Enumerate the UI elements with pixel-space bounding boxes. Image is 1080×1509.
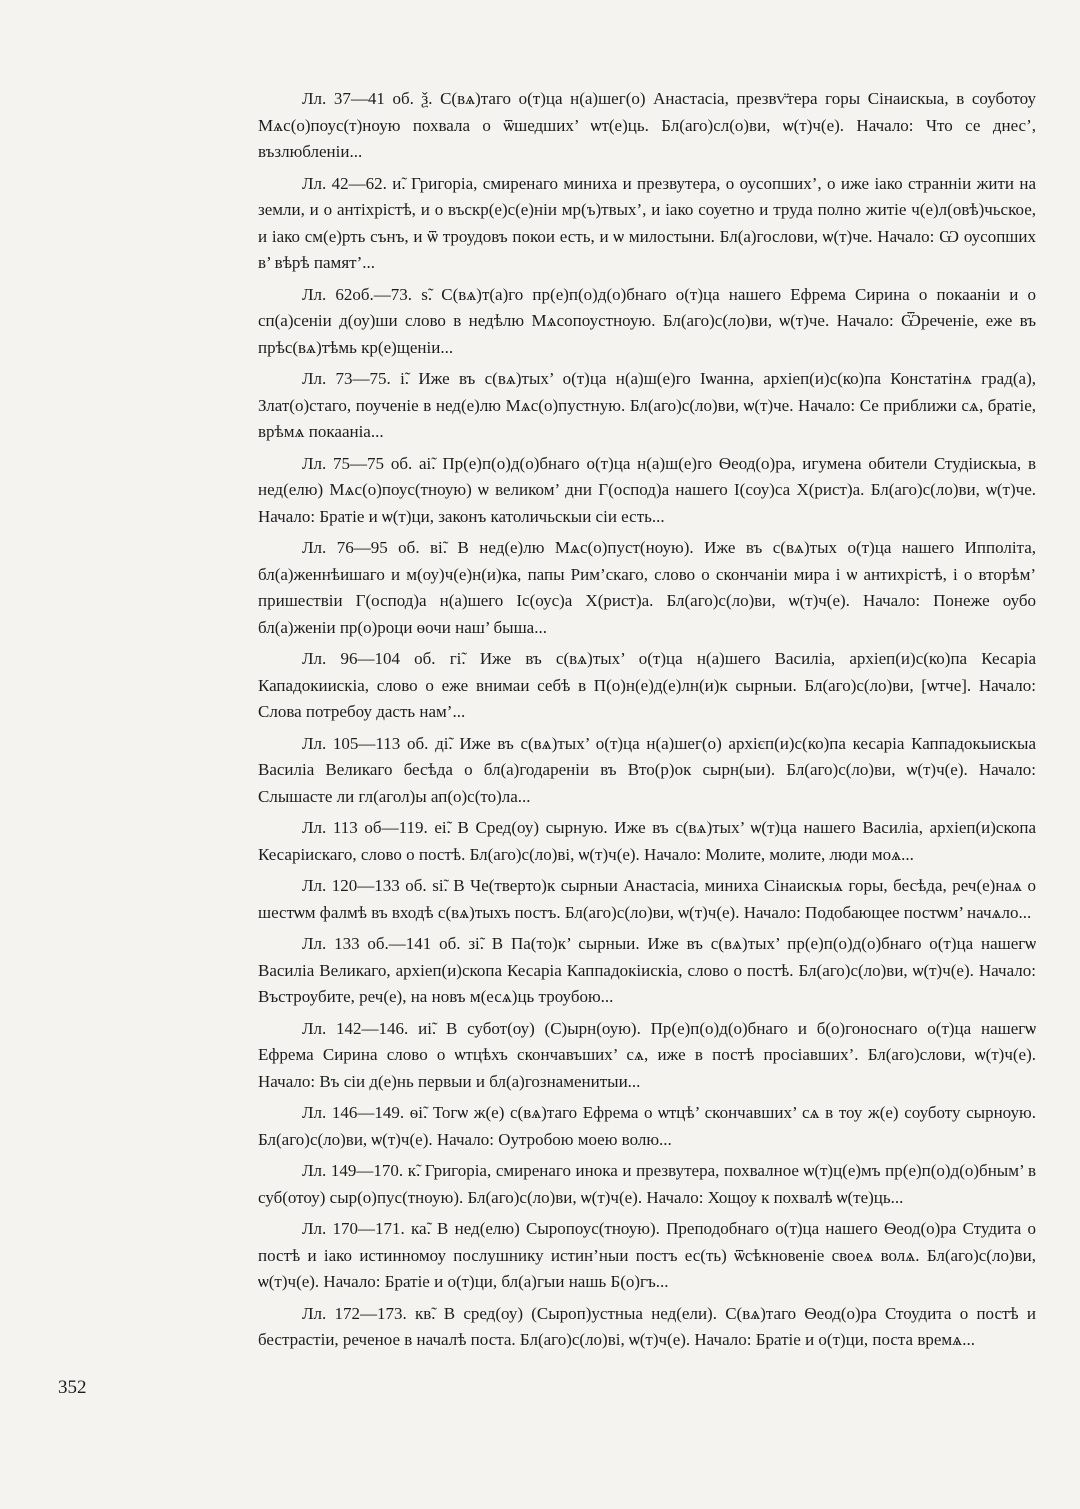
folio-reference: Лл. 37—41 об. — [302, 89, 414, 108]
entry-text: ді̃. Иже въ с(вѧ)тых’ о(т)ца н(а)шег(о) архієп(и)с(ко)па кесаріа Каппадокыискыа Василіа Великаго бесѣда о бл(а)годареніи въ Вто(р)ок сырн(ыи). Бл(аго)с(ло)ви, ѡ(т)ч(е). Начало: Слышасте ли гл(агол)ы ап(о)с(то)ла... — [258, 733, 1036, 806]
entry-text: ѕ̃. С(вѧ)т(а)го пр(е)п(о)д(о)бнаго о(т)ца нашего Ефрема Сирина о покааніи и о сп(а)сеніи д(оу)ши слово в недѣлю Мѧсопоустноую. Бл(аго)с(ло)ви, ѡ(т)че. Начало: Ѿреченіе, еже въ прѣс(вѧ)тѣмь кр(е)щеніи... — [258, 284, 1037, 357]
entry-text: и̃. Григоріа, смиренаго миниха и презвутера, о оусопших’, о иже іако странніи жити на земли, и о антіхрістѣ, и о въскр(е)с(е)ніи мр(ъ)твых’, и іако соуетно и труда полно житіе ч(е)л(овѣ)чьское, и іако см(е)рть сънъ, и ѿ троудовъ покои есть, и ѡ милостыни. Бл(а)гослови, ѡ(т)че. Начало: Ѡ оусопших в’ вѣрѣ памят’... — [258, 173, 1037, 272]
folio-reference: Лл. 42—62. — [302, 173, 387, 193]
catalog-entry-13 — [258, 1100, 1036, 1153]
page-number: 352 — [58, 1377, 87, 1398]
entry-text: к̃. Григоріа, смиренаго инока и презвутера, похвалное ѡ(т)ц(е)мъ пр(е)п(о)д(о)бным’ в суб(отоу) сыр(о)пус(тноую). Бл(аго)с(ло)ви, ѡ(т)ч(е). Начало: Хощоу к похвалѣ ѡ(те)ць... — [258, 1161, 1036, 1207]
catalog-entry-3 — [258, 282, 1036, 362]
entry-text: ві̃. В нед(е)лю Мѧс(о)пуст(ноую). Иже въ с(вѧ)тых о(т)ца нашего Ипполіта, бл(а)женнѣишаго и м(оу)ч(е)н(и)ка, папы Рим’скаго, слово о скончаніи мира і ѡ антихрістѣ, і о вторѣм’ пришествіи Г(оспод)а н(а)шего Іс(оус)а Х(рист)а. Бл(аго)с(ло)ви, ѡ(т)ч(е). Начало: Понеже оубо бл(а)женіи пр(о)роци ѳочи наш’ быша... — [258, 538, 1036, 637]
folio-reference: Лл. 76—95 об. — [302, 538, 420, 557]
folio-reference: Лл. 172—173. — [302, 1303, 407, 1323]
entry-text: аі̃. Пр(е)п(о)д(о)бнаго о(т)ца н(а)ш(е)го Ѳеод(о)ра, игумена обители Студіискыа, в нед(елю) Мѧс(о)поус(тноую) ѡ великом’ дни Г(оспод)а нашего І(соу)са Х(рист)а. Бл(аго)с(ло)ви, ѡ(т)че. Начало: Братіе и ѡ(т)ци, законъ католичьскыи сіи есть... — [258, 453, 1036, 526]
folio-reference: Лл. 142—146. — [302, 1018, 409, 1038]
catalog-entry-16 — [258, 1301, 1036, 1354]
catalog-entry-2 — [258, 171, 1036, 277]
entry-text: ѳі̃. Тогѡ ж(е) с(вѧ)таго Ефрема о ѡтцѣ’ скончавших’ сѧ в тоу ж(е) соуботу сырноую. Бл(аго)с(ло)ви, ѡ(т)ч(е). Начало: Оутробою моею волю... — [258, 1103, 1036, 1149]
catalog-entry-5 — [258, 451, 1036, 531]
catalog-entry-4 — [258, 366, 1036, 446]
entry-text: ка̃. В нед(елю) Сыропоус(тноую). Преподобнаго о(т)ца нашего Ѳеод(о)ра Студита о постѣ и іако истинномоу послушнику истин’ныи постъ ес(ть) ѿсѣкновеніе своеѧ волѧ. Бл(аго)с(ло)ви, ѡ(т)ч(е). Начало: Братіе и о(т)ци, бл(а)гыи нашь Б(о)гъ... — [258, 1219, 1037, 1291]
page-body — [258, 86, 1036, 1359]
catalog-entry-11 — [258, 931, 1036, 1011]
entry-text: і̃. Иже въ с(вѧ)тых’ о(т)ца н(а)ш(е)го Іѡанна, архіеп(и)с(ко)па Констатінѧ град(а), Злат(о)стаго, поученіе в нед(е)лю Мѧс(о)пустную. Бл(аго)с(ло)ви, ѡ(т)че. Начало: Се приближи сѧ, братіе, врѣмѧ покааніа... — [258, 369, 1036, 441]
folio-reference: Лл. 170—171. — [302, 1219, 405, 1238]
catalog-entry-10 — [258, 873, 1036, 926]
folio-reference: Лл. 96—104 об. — [302, 649, 436, 668]
catalog-entry-14 — [258, 1158, 1036, 1211]
catalog-entry-1 — [258, 86, 1036, 166]
catalog-entry-7 — [258, 646, 1036, 726]
catalog-entry-12 — [258, 1016, 1036, 1096]
catalog-entry-15 — [258, 1216, 1036, 1296]
folio-reference: Лл. 120—133 об. — [302, 876, 427, 895]
entry-text: кв̃. В сред(оу) (Сыроп)устныа нед(ели). С(вѧ)таго Ѳеод(о)ра Стоудита о постѣ и бестрастіи, реченое в началѣ поста. Бл(аго)с(ло)ві, ѡ(т)ч(е). Начало: Братіе и о(т)ци, поста времѧ... — [258, 1303, 1036, 1349]
catalog-entry-9 — [258, 815, 1036, 868]
folio-reference: Лл. 146—149. — [302, 1103, 405, 1122]
folio-reference: Лл. 113 об—119. — [302, 818, 428, 837]
folio-reference: Лл. 75—75 об. — [302, 453, 413, 473]
entry-text: зі̃. В Па(то)к’ сырныи. Иже въ с(вѧ)тых’ пр(е)п(о)д(о)бнаго о(т)ца нашегѡ Василіа Великаго, архіеп(и)скопа Кесаріа Каппадокіискіа, слово о постѣ. Бл(аго)с(ло)ви, ѡ(т)ч(е). Начало: Въстроубите, реч(е), на новъ м(есѧ)ць троубою... — [258, 934, 1036, 1006]
entry-text: гі̃. Иже въ с(вѧ)тых’ о(т)ца н(а)шего Василіа, архіеп(и)с(ко)па Кесаріа Кападокиискіа, слово о еже внимаи себѣ в П(о)н(е)д(е)лн(и)к сырныи. Бл(аго)с(ло)ви, [ѡтче]. Начало: Слова потребоу дасть нам’... — [258, 649, 1036, 721]
catalog-entry-8 — [258, 731, 1036, 811]
folio-reference: Лл. 73—75. — [302, 369, 391, 388]
folio-reference: Лл. 133 об.—141 об. — [302, 934, 461, 953]
entry-text: ѕі̃. В Че(тверто)к сырныи Анастасіа, миниха Сінаискыѧ горы, бесѣда, реч(е)наѧ о шестѡм фалмѣ въ входѣ с(вѧ)тыхъ постъ. Бл(аго)с(ло)ви, ѡ(т)ч(е). Начало: Подобающее постѡм’ начѧло... — [258, 876, 1037, 922]
entry-text: иі̃. В субот(оу) (С)ырн(оую). Пр(е)п(о)д(о)бнаго и б(о)гоноснаго о(т)ца нашегѡ Ефрема Сирина слово о ѡтцѣхъ скончавъших’ сѧ, иже в постѣ просіавших’. Бл(аго)слови, ѡ(т)ч(е). Начало: Въ сіи д(е)нь первыи и бл(а)гознаменитыи... — [258, 1018, 1036, 1091]
entry-text: еі̃. В Сред(оу) сырную. Иже въ с(вѧ)тых’ ѡ(т)ца нашего Василіа, архіеп(и)скопа Кесаріискаго, слово о постѣ. Бл(аго)с(ло)ві, ѡ(т)ч(е). Начало: Молите, молите, люди моѧ... — [258, 818, 1037, 864]
catalog-entry-6 — [258, 535, 1036, 641]
folio-reference: Лл. 62об.—73. — [302, 284, 413, 304]
entry-text: ѯ. С(вѧ)таго о(т)ца н(а)шег(о) Анастасіа, презвѵ̈тера горы Сінаискыа, в соуботоу Мѧс(о)поус(т)ноую похвала о ѿшедших’ ѡт(е)ць. Бл(аго)сл(о)ви, ѡ(т)ч(е). Начало: Что се днес’, възлюбленіи... — [258, 89, 1036, 161]
folio-reference: Лл. 149—170. — [302, 1161, 404, 1180]
folio-reference: Лл. 105—113 об. — [302, 733, 429, 753]
